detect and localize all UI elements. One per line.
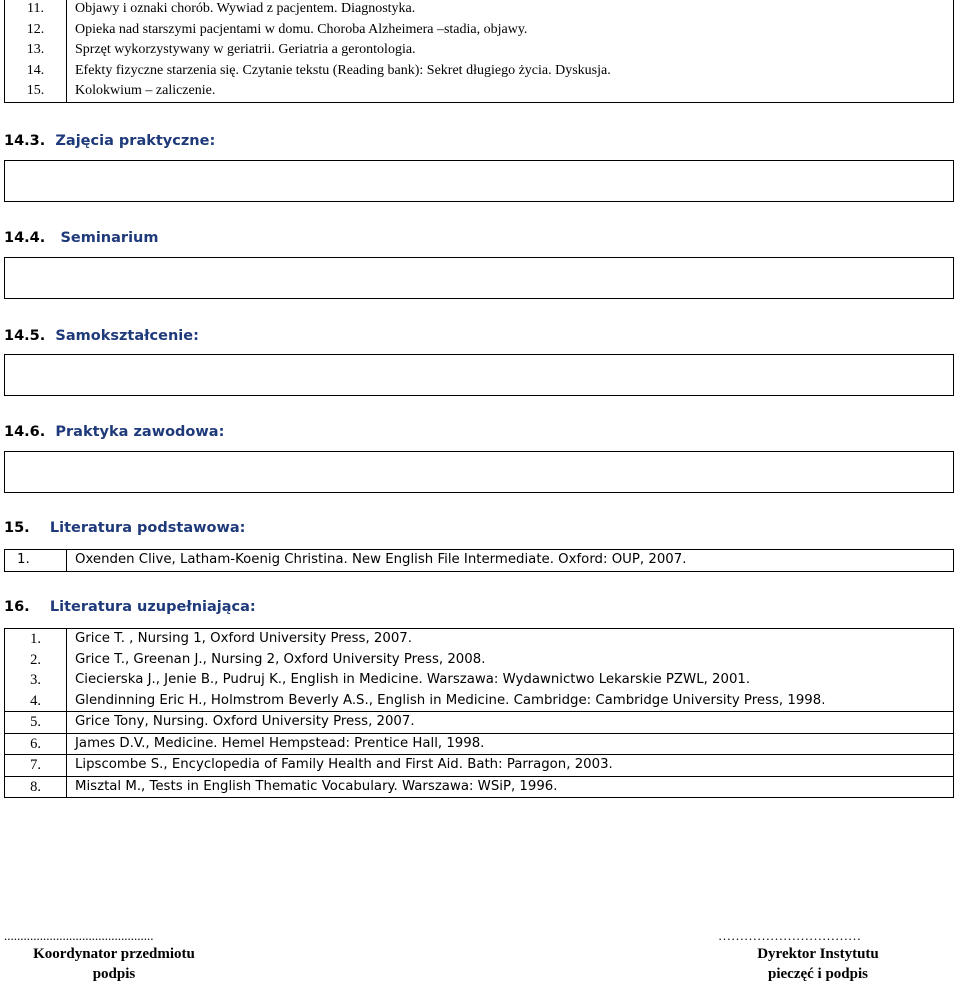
topic-text: Efekty fizyczne starzenia się. Czytanie tekstu (Reading bank): Sekret długiego życia. Dyskusja.	[75, 62, 611, 78]
topic-number: 15.	[5, 81, 67, 102]
director-signature	[718, 944, 918, 984]
section-label: Seminarium	[60, 230, 159, 246]
coordinator-signature-line: ..............................................	[4, 928, 154, 943]
section-heading-self-study	[4, 328, 199, 344]
topic-text: Kolokwium – zaliczenie.	[75, 83, 216, 98]
topic-number: 13.	[5, 40, 67, 61]
literature-entry: Glendinning Eric H., Holmstrom Beverly A.S., English in Medicine. Cambridge: Cambridge University Press, 1998.	[75, 692, 826, 708]
literature-number: 6.	[5, 734, 67, 755]
section-heading-basic-literature	[4, 520, 245, 536]
section-number: 14.4.	[4, 230, 46, 246]
section-number: 15.	[4, 520, 30, 536]
table-row	[5, 81, 953, 102]
section-heading-practical	[4, 133, 215, 149]
basic-literature-table	[4, 549, 954, 572]
table-row	[5, 711, 953, 733]
section-number: 14.6.	[4, 424, 46, 440]
table-row	[5, 20, 953, 41]
section-label: Zajęcia praktyczne:	[55, 133, 216, 149]
topic-text: Sprzęt wykorzystywany w geriatrii. Geriatria a gerontologia.	[75, 42, 416, 57]
literature-number: 1.	[5, 629, 67, 650]
topics-table	[4, 0, 954, 103]
table-row	[5, 40, 953, 61]
literature-number: 5.	[5, 712, 67, 733]
table-row	[5, 629, 953, 650]
table-row	[5, 776, 953, 798]
section-number: 14.3.	[4, 133, 46, 149]
table-row	[5, 691, 953, 712]
coordinator-sub: podpis	[92, 966, 136, 982]
section-label: Literatura podstawowa:	[49, 520, 246, 536]
table-row	[5, 733, 953, 755]
coordinator-title: Koordynator przedmiotu	[33, 946, 195, 962]
self-study-content-box	[4, 354, 954, 396]
table-row	[5, 550, 953, 571]
literature-entry: Oxenden Clive, Latham-Koenig Christina. New English File Intermediate. Oxford: OUP, 2007.	[75, 552, 687, 567]
literature-number: 4.	[5, 691, 67, 712]
coordinator-signature	[14, 944, 214, 984]
director-signature-line: ……………………………	[718, 928, 861, 943]
supplementary-literature-table	[4, 628, 954, 798]
seminar-content-box	[4, 257, 954, 299]
literature-entry: Lipscombe S., Encyclopedia of Family Health and First Aid. Bath: Parragon, 2003.	[75, 757, 613, 772]
director-sub: pieczęć i podpis	[768, 966, 868, 982]
literature-number: 2.	[5, 650, 67, 671]
literature-number: 8.	[5, 777, 67, 798]
section-number: 14.5.	[4, 328, 46, 344]
literature-number: 3.	[5, 670, 67, 691]
topic-text: Opieka nad starszymi pacjentami w domu. Choroba Alzheimera –stadia, objawy.	[75, 21, 528, 37]
table-row	[5, 650, 953, 671]
table-row	[5, 754, 953, 776]
literature-entry: Ciecierska J., Jenie B., Pudruj K., English in Medicine. Warszawa: Wydawnictwo Lekarskie PZWL, 2001.	[75, 672, 751, 687]
section-heading-seminar	[4, 230, 158, 246]
section-label: Literatura uzupełniająca:	[49, 599, 256, 615]
section-heading-supplementary-literature	[4, 599, 256, 615]
topic-number: 12.	[5, 20, 67, 41]
director-title: Dyrektor Instytutu	[757, 946, 879, 962]
literature-entry: Grice T., Greenan J., Nursing 2, Oxford University Press, 2008.	[75, 651, 486, 667]
table-row	[5, 0, 953, 20]
literature-entry: Grice Tony, Nursing. Oxford University Press, 2007.	[75, 714, 415, 729]
literature-number: 7.	[5, 755, 67, 776]
table-row	[5, 61, 953, 82]
literature-entry: Misztal M., Tests in English Thematic Vocabulary. Warszawa: WSiP, 1996.	[75, 778, 558, 794]
literature-entry: Grice T. , Nursing 1, Oxford University Press, 2007.	[75, 631, 412, 646]
section-label: Praktyka zawodowa:	[55, 424, 225, 440]
section-heading-internship	[4, 424, 224, 440]
practical-content-box	[4, 160, 954, 202]
section-number: 16.	[4, 599, 30, 615]
internship-content-box	[4, 451, 954, 493]
topic-number: 14.	[5, 61, 67, 82]
topic-number: 11.	[5, 0, 67, 20]
literature-number: 1.	[5, 550, 67, 571]
table-row	[5, 670, 953, 691]
section-label: Samokształcenie:	[55, 328, 199, 344]
literature-entry: James D.V., Medicine. Hemel Hempstead: Prentice Hall, 1998.	[75, 735, 485, 751]
topic-text: Objawy i oznaki chorób. Wywiad z pacjentem. Diagnostyka.	[75, 1, 416, 16]
